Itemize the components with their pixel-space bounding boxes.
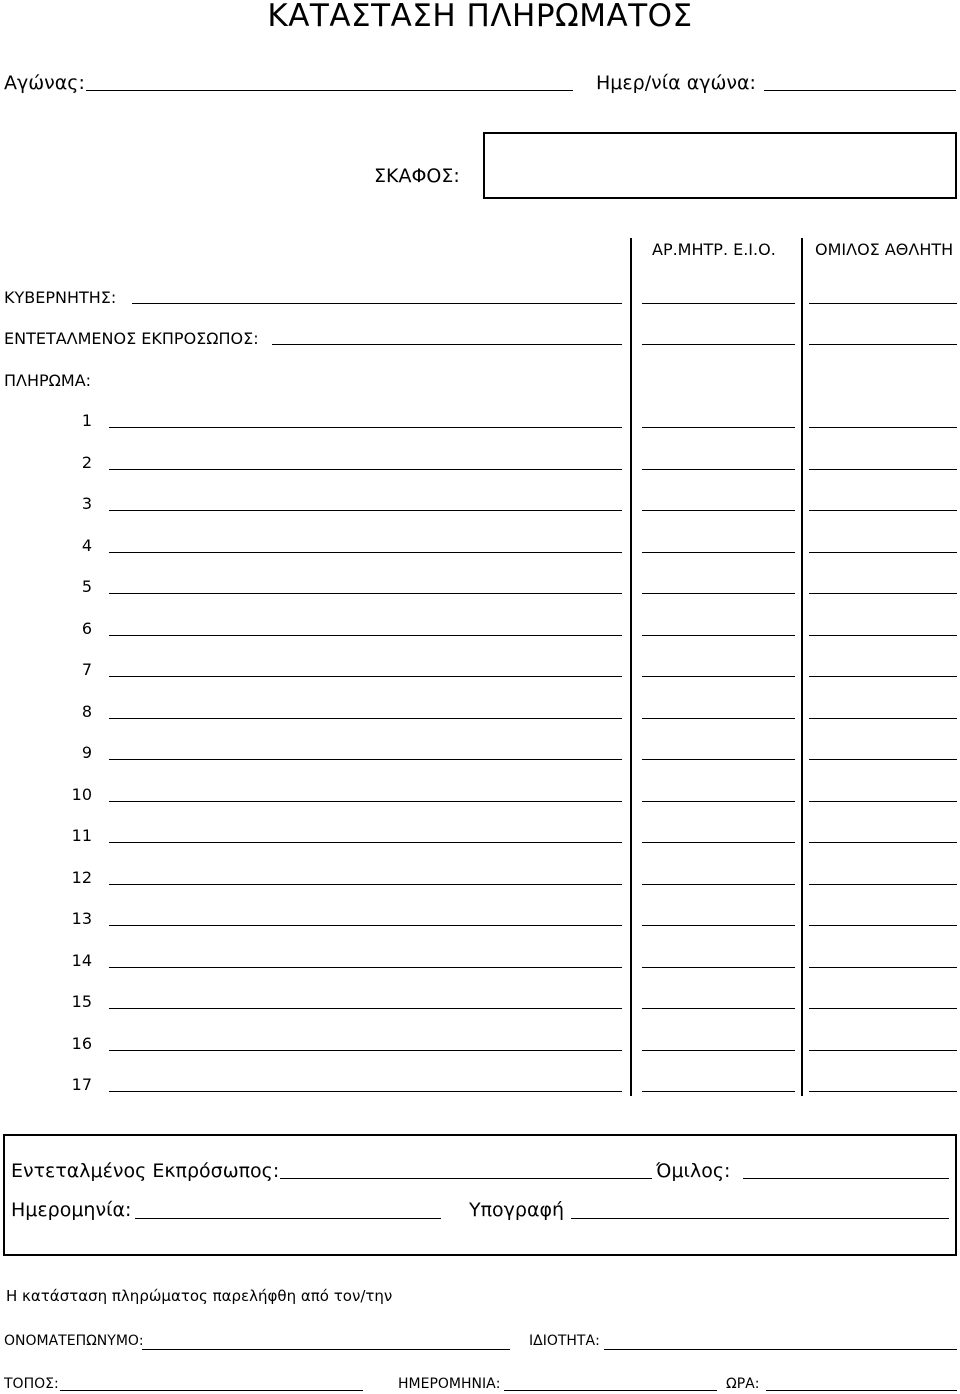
representative-registry-field[interactable] — [642, 344, 795, 345]
crew-name-field[interactable] — [109, 884, 622, 885]
crew-club-field[interactable] — [809, 552, 957, 553]
crew-name-field[interactable] — [109, 718, 622, 719]
receipt-time-field[interactable] — [766, 1390, 957, 1391]
boat-field[interactable] — [483, 132, 957, 199]
crew-club-field[interactable] — [809, 967, 957, 968]
crew-name-field[interactable] — [109, 676, 622, 677]
skipper-club-field[interactable] — [809, 303, 957, 304]
representative-club-field[interactable] — [809, 344, 957, 345]
column-divider-right — [801, 238, 803, 1096]
crew-registry-field[interactable] — [642, 510, 795, 511]
crew-label: ΠΛΗΡΩΜΑ: — [4, 371, 92, 390]
signature-representative-label: Εντεταλμένος Εκπρόσωπος: — [11, 1160, 280, 1182]
crew-number: 17 — [71, 1075, 92, 1094]
crew-registry-field[interactable] — [642, 552, 795, 553]
crew-club-field[interactable] — [809, 1050, 957, 1051]
crew-club-field[interactable] — [809, 635, 957, 636]
crew-number: 14 — [71, 951, 92, 970]
crew-name-field[interactable] — [109, 1091, 622, 1092]
crew-name-field[interactable] — [109, 759, 622, 760]
crew-name-field[interactable] — [109, 1050, 622, 1051]
signature-club-field[interactable] — [743, 1178, 949, 1179]
crew-registry-field[interactable] — [642, 1008, 795, 1009]
receipt-time-label: ΩΡΑ: — [726, 1376, 760, 1392]
receipt-fullname-field[interactable] — [142, 1349, 510, 1350]
crew-number: 2 — [81, 453, 92, 472]
crew-club-field[interactable] — [809, 718, 957, 719]
race-date-label: Ημερ/νία αγώνα: — [596, 72, 756, 94]
signature-date-field[interactable] — [135, 1218, 441, 1219]
receipt-date-field[interactable] — [504, 1390, 717, 1391]
race-date-field[interactable] — [764, 90, 956, 91]
crew-number: 4 — [81, 536, 92, 555]
skipper-name-field[interactable] — [132, 303, 622, 304]
crew-club-field[interactable] — [809, 510, 957, 511]
crew-name-field[interactable] — [109, 925, 622, 926]
crew-name-field[interactable] — [109, 510, 622, 511]
crew-number: 3 — [81, 494, 92, 513]
crew-club-field[interactable] — [809, 1091, 957, 1092]
boat-label: ΣΚΑΦΟΣ: — [374, 165, 460, 187]
crew-registry-field[interactable] — [642, 718, 795, 719]
representative-label: ΕΝΤΕΤΑΛΜΕΝΟΣ ΕΚΠΡΟΣΩΠΟΣ: — [4, 329, 259, 348]
crew-name-field[interactable] — [109, 1008, 622, 1009]
race-label: Αγώνας: — [4, 72, 85, 94]
signature-label: Υπογραφή — [469, 1199, 565, 1221]
signature-field[interactable] — [571, 1218, 949, 1219]
crew-name-field[interactable] — [109, 967, 622, 968]
skipper-registry-field[interactable] — [642, 303, 795, 304]
crew-registry-field[interactable] — [642, 842, 795, 843]
crew-number: 8 — [81, 702, 92, 721]
receipt-statement: Η κατάσταση πληρώματος παρελήφθη από τον/την — [6, 1287, 393, 1305]
crew-registry-field[interactable] — [642, 884, 795, 885]
receipt-place-label: ΤΟΠΟΣ: — [4, 1376, 59, 1392]
crew-registry-field[interactable] — [642, 635, 795, 636]
crew-name-field[interactable] — [109, 635, 622, 636]
crew-registry-field[interactable] — [642, 1050, 795, 1051]
receipt-date-label: ΗΜΕΡΟΜΗΝΙΑ: — [398, 1376, 501, 1392]
receipt-place-field[interactable] — [60, 1390, 363, 1391]
crew-club-field[interactable] — [809, 593, 957, 594]
crew-club-field[interactable] — [809, 842, 957, 843]
crew-name-field[interactable] — [109, 801, 622, 802]
receipt-capacity-label: ΙΔΙΟΤΗΤΑ: — [529, 1333, 600, 1349]
crew-registry-field[interactable] — [642, 427, 795, 428]
crew-registry-field[interactable] — [642, 759, 795, 760]
crew-registry-field[interactable] — [642, 676, 795, 677]
skipper-label: ΚΥΒΕΡΝΗΤΗΣ: — [4, 288, 117, 307]
crew-club-field[interactable] — [809, 469, 957, 470]
race-field[interactable] — [86, 90, 573, 91]
crew-number: 10 — [71, 785, 92, 804]
crew-number: 12 — [71, 868, 92, 887]
crew-number: 7 — [81, 660, 92, 679]
crew-number: 16 — [71, 1034, 92, 1053]
crew-number: 13 — [71, 909, 92, 928]
crew-club-field[interactable] — [809, 801, 957, 802]
crew-club-field[interactable] — [809, 884, 957, 885]
crew-club-field[interactable] — [809, 676, 957, 677]
signature-box — [3, 1134, 957, 1256]
representative-name-field[interactable] — [272, 344, 622, 345]
crew-club-field[interactable] — [809, 1008, 957, 1009]
crew-registry-field[interactable] — [642, 1091, 795, 1092]
crew-number: 1 — [81, 411, 92, 430]
receipt-capacity-field[interactable] — [604, 1349, 957, 1350]
registry-column-header: ΑΡ.ΜΗΤΡ. Ε.Ι.Ο. — [652, 240, 776, 259]
crew-name-field[interactable] — [109, 427, 622, 428]
signature-club-label: Όμιλος: — [656, 1160, 731, 1182]
signature-representative-field[interactable] — [280, 1178, 652, 1179]
crew-registry-field[interactable] — [642, 925, 795, 926]
club-column-header: ΟΜΙΛΟΣ ΑΘΛΗΤΗ — [815, 240, 954, 259]
crew-name-field[interactable] — [109, 552, 622, 553]
crew-name-field[interactable] — [109, 593, 622, 594]
crew-number: 11 — [71, 826, 92, 845]
receipt-fullname-label: ΟΝΟΜΑΤΕΠΩΝΥΜΟ: — [4, 1333, 144, 1349]
crew-number: 9 — [81, 743, 92, 762]
page-title: ΚΑΤΑΣΤΑΣΗ ΠΛΗΡΩΜΑΤΟΣ — [267, 0, 693, 34]
crew-club-field[interactable] — [809, 759, 957, 760]
crew-number: 5 — [81, 577, 92, 596]
crew-registry-field[interactable] — [642, 801, 795, 802]
crew-registry-field[interactable] — [642, 967, 795, 968]
crew-club-field[interactable] — [809, 925, 957, 926]
crew-registry-field[interactable] — [642, 469, 795, 470]
crew-registry-field[interactable] — [642, 593, 795, 594]
column-divider-left — [630, 238, 632, 1096]
crew-number: 6 — [81, 619, 92, 638]
crew-name-field[interactable] — [109, 842, 622, 843]
crew-name-field[interactable] — [109, 469, 622, 470]
signature-date-label: Ημερομηνία: — [11, 1199, 132, 1221]
crew-number: 15 — [71, 992, 92, 1011]
crew-club-field[interactable] — [809, 427, 957, 428]
